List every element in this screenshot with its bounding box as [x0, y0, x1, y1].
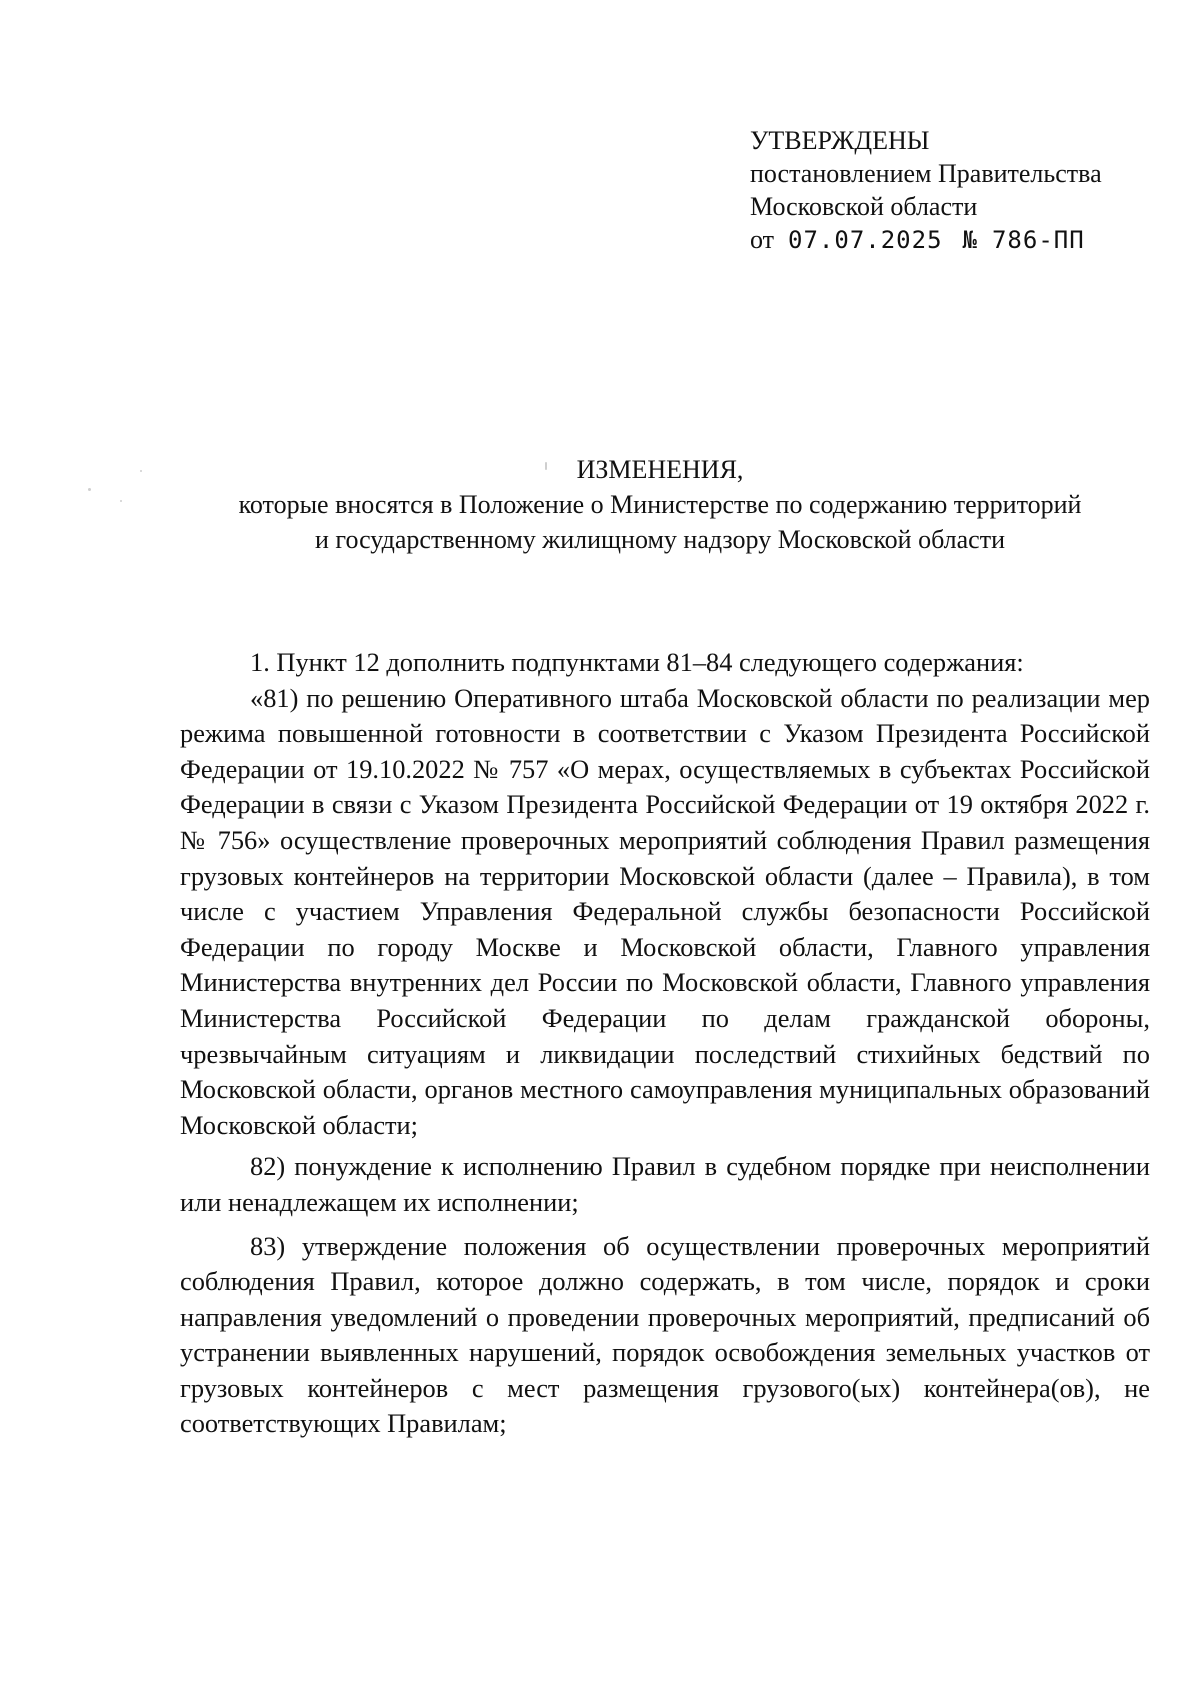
document-subtitle-line1: которые вносятся в Положение о Министерстве по содержанию территорий: [238, 490, 1082, 519]
document-heading: [180, 452, 1140, 557]
body-paragraph-82: 82) понуждение к исполнению Правил в судебном порядке при неисполнении или ненадлежащем их исполнении;: [180, 1151, 1150, 1217]
document-body: [180, 645, 1150, 1442]
approval-block: [750, 124, 1170, 257]
approval-title: УТВЕРЖДЕНЫ: [750, 126, 930, 155]
approval-date: 07.07.2025: [788, 226, 943, 254]
scan-speck: [140, 470, 142, 472]
scan-speck: [545, 462, 547, 470]
approval-issuer-line2: Московской области: [750, 192, 978, 221]
body-paragraph-1: 1. Пункт 12 дополнить подпунктами 81–84 следующего содержания:: [250, 647, 1024, 677]
approval-issuer-line1: постановлением Правительства: [750, 159, 1102, 188]
scan-speck: [120, 500, 122, 502]
document-subtitle-line2: и государственному жилищному надзору Московской области: [315, 525, 1005, 554]
approval-number: 786-ПП: [991, 226, 1085, 254]
approval-date-prefix: от: [750, 225, 775, 254]
approval-date-line: [750, 223, 1170, 257]
body-paragraph-81: «81) по решению Оперативного штаба Московской области по реализации мер режима повышенной готовности в соответствии с Указом Президента Российской Федерации от 19.10.2022 № 757 «О мерах, осуществляемых в субъектах Российской Федерации в связи с Указом Президента Российской Федерации от 19 октября 2022 г. № 756» осуществление проверочных мероприятий соблюдения Правил размещения грузовых контейнеров на территории Московской области (далее – Правила), в том числе с участием Управления Федеральной службы безопасности Российской Федерации по городу Москве и Московской области, Главного управления Министерства внутренних дел России по Московской области, Главного управления Министерства Российской Федерации по делам гражданской обороны, чрезвычайным ситуациям и ликвидации последствий стихийных бедствий по Московской области, органов местного самоуправления муниципальных образований Московской области;: [180, 682, 1150, 1140]
approval-number-sign: №: [962, 226, 978, 254]
body-paragraph-83: 83) утверждение положения об осуществлении проверочных мероприятий соблюдения Правил, которое должно содержать, в том числе, порядок и сроки направления уведомлений о проведении проверочных мероприятий, предписаний об устранении выявленных нарушений, порядок освобождения земельных участков от грузовых контейнеров с мест размещения грузового(ых) контейнера(ов), не соответствующих Правилам;: [180, 1230, 1150, 1439]
scan-speck: [88, 488, 91, 491]
document-title: ИЗМЕНЕНИЯ,: [576, 455, 744, 484]
